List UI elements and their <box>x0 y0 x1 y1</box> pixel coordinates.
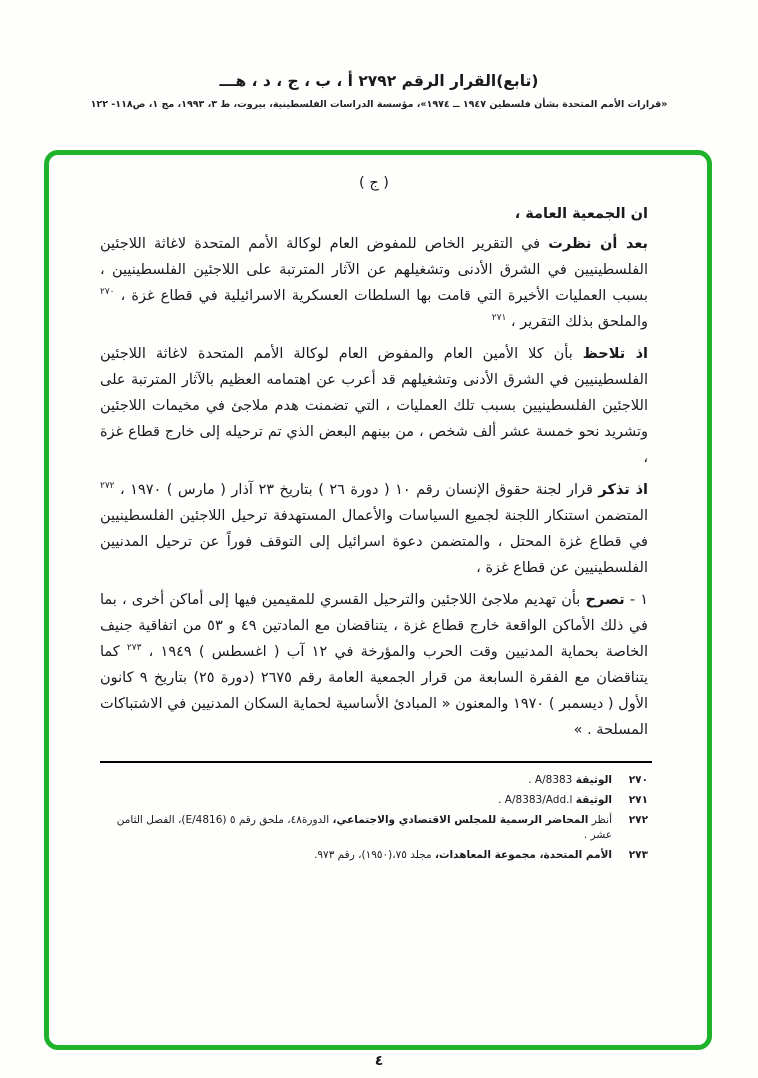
footnote-text-bold: الأمم المتحدة، مجموعة المعاهدات، <box>435 849 612 861</box>
footnote-text-rest: A/8383/Add.l . <box>498 794 576 806</box>
section-marker: ( ج ) <box>359 175 389 191</box>
paragraph-preamble-1 <box>100 231 648 335</box>
paragraph-preamble-2 <box>100 341 648 471</box>
footnote-271 <box>100 793 648 808</box>
paragraph-operative-1 <box>100 587 648 743</box>
footnote-ref-272: ٢٧٢ <box>100 481 115 491</box>
footnote-ref-271: ٢٧١ <box>491 313 507 323</box>
footnote-text-bold: المحاضر الرسمية للمجلس الاقتصادي والاجتماعي، <box>332 814 589 826</box>
footnote-number: ٢٧٣ <box>628 849 648 861</box>
footnote-number: ٢٧٠ <box>628 774 648 786</box>
footnote-270 <box>100 773 648 788</box>
footnote-ref-270: ٢٧٠ <box>100 287 115 297</box>
paragraph-text: والملحق بذلك التقرير ، <box>506 314 648 330</box>
footnote-text <box>100 848 612 863</box>
paragraph-text: بأن كلا الأمين العام والمفوض العام لوكالة الأمم المتحدة لاغاثة اللاجئين الفلسطينيين في الشرق الأدنى وتشغيلهم قد أعرب عن اهتمامه العظيم بالآثار المترتبة على اللاجئين الفلسطينيين بسبب تلك العمليات ، التي تضمنت هدم ملاجئ في مخيمات اللاجئين وتشريد نحو خمسة عشر ألف شخص ، من بينهم البعض الذي تم ترحيله إلى خارج قطاع غزة ، <box>100 346 648 466</box>
footnote-text <box>100 813 612 843</box>
footnote-273 <box>100 848 648 863</box>
footnote-text-bold: الوثيقة <box>575 794 612 806</box>
resolution-body <box>100 170 648 868</box>
paragraph-text: قرار لجنة حقوق الإنسان رقم ١٠ ( دورة ٢٦ ) بتاريخ ٢٣ آذار ( مارس ) ١٩٧٠ ، <box>114 482 599 498</box>
paragraph-number: ١ - <box>624 592 648 608</box>
footnote-text-bold: الوثيقة <box>575 774 612 786</box>
footnote-text-pre: أنظر <box>588 814 612 826</box>
paragraph-text: المتضمن استنكار اللجنة لجميع السياسات والأعمال المستهدفة ترحيل اللاجئين الفلسطينيين في قطاع غزة المحتل ، والمتضمن دعوة اسرائيل إلى التوقف فوراً عن ترحيل المدنيين الفلسطينيين عن قطاع غزة ، <box>100 508 648 576</box>
footnote-text-rest: الدورة٤٨، ملحق رقم ٥ (E/4816)، الفصل الثامن عشر . <box>116 814 612 841</box>
resolution-title: (تابع)القرار الرقم ٢٧٩٢ أ ، ب ، ج ، د ، هـــ <box>219 72 539 90</box>
paragraph-text: بأن تهديم ملاجئ اللاجئين والترحيل القسري للمقيمين فيها إلى أماكن أخرى ، بما في ذلك الأماكن الواقعة خارج قطاع غزة ، يتناقضان مع المادتين ٤٩ و ٥٣ من اتفاقية جنيف الخاصة بحماية المدنيين وقت الحرب والمؤرخة في ١٢ آب ( اغسطس ) ١٩٤٩ ، <box>100 592 648 660</box>
opening-line: ان الجمعية العامة ، <box>514 206 648 222</box>
footnote-272 <box>100 813 648 843</box>
footnote-number: ٢٧٢ <box>628 814 648 826</box>
paragraph-preamble-3 <box>100 477 648 581</box>
footnote-text-rest: مجلد ٧٥،(١٩٥٠)، رقم ٩٧٣. <box>314 849 436 861</box>
paragraph-text: كما يتناقضان مع الفقرة السابعة من قرار الجمعية العامة رقم ٢٦٧٥ (دورة ٢٥) بتاريخ ٩ كانون الأول ( ديسمبر ) ١٩٧٠ والمعنون « المبادئ الأساسية لحماية السكان المدنيين في الاشتباكات المسلحة . » <box>100 644 649 738</box>
footnote-text <box>100 773 612 788</box>
footnote-number: ٢٧١ <box>628 794 648 806</box>
source-citation: «قرارات الأمم المتحدة بشأن فلسطين ١٩٤٧ ــ ١٩٧٤»، مؤسسة الدراسات الفلسطينية، بيروت، ط ٣، ١٩٩٣، مج ١، ص١١٨- ١٢٢ <box>90 99 668 110</box>
paragraph-lead: اذ تلاحظ <box>582 346 649 362</box>
page-number: ٤ <box>374 1053 384 1069</box>
paragraph-lead: اذ تذكر <box>598 482 648 498</box>
doc-header <box>0 72 758 110</box>
footnote-text <box>100 793 612 808</box>
footnote-separator <box>100 761 652 763</box>
paragraph-lead: بعد أن نظرت <box>548 236 648 252</box>
paragraph-lead: تصرح <box>585 592 625 608</box>
footnotes-section <box>100 761 648 863</box>
footnote-text-rest: A/8383 . <box>528 774 576 786</box>
footnote-ref-273: ٢٧٣ <box>126 643 142 653</box>
paragraph-text: في التقرير الخاص للمفوض العام لوكالة الأمم المتحدة لاغاثة اللاجئين الفلسطينيين في الشرق الأدنى وتشغيلهم عن الآثار المترتبة على اللاجئين الفلسطينيين ، بسبب العمليات الأخيرة التي قامت بها السلطات العسكرية الاسرائيلية في قطاع غزة ، <box>100 236 648 304</box>
